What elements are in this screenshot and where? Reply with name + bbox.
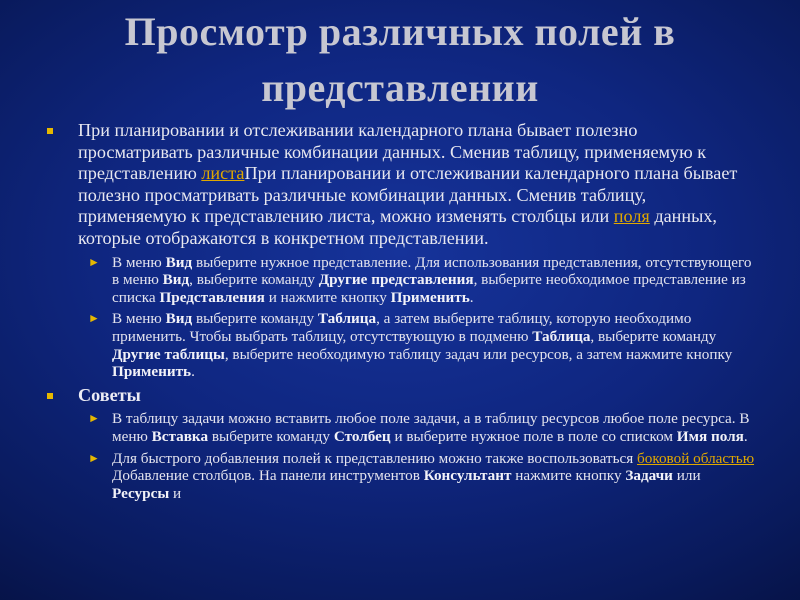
text-segment: Для быстрого добавления полей к представлению можно также воспользоваться xyxy=(112,449,638,467)
tips-heading: Советы xyxy=(78,384,141,405)
sub-bullet-item-side-pane xyxy=(0,450,800,503)
text-segment: выберите нужное представление. Для использования представления, отсутствующего в меню xyxy=(112,253,752,289)
link-side-pane[interactable]: боковой областью xyxy=(637,449,755,467)
submenu-name: Таблица xyxy=(532,327,591,345)
slide-content xyxy=(0,120,800,506)
arrow-bullet-icon: ► xyxy=(88,450,100,465)
button-name: Применить xyxy=(112,363,192,381)
command-name: Другие таблицы xyxy=(112,345,225,363)
text-segment: , выберите команду xyxy=(189,271,319,289)
tips-bullet-item xyxy=(0,385,800,407)
sub-bullet-item-table xyxy=(0,310,800,380)
text-segment: и xyxy=(169,484,182,502)
sub-bullet-item-view-menu xyxy=(0,254,800,307)
arrow-bullet-icon: ► xyxy=(88,311,100,326)
text-segment: При планировании и отслеживании календарного плана бывает полезно просматривать различные комбинации данных. Сменив таблицу, применяемую к представлению xyxy=(78,120,707,184)
button-name: Ресурсы xyxy=(112,484,170,502)
button-name: Применить xyxy=(390,288,470,306)
menu-name: Вид xyxy=(162,271,190,289)
text-segment: выберите команду xyxy=(208,427,334,445)
list-name: Представления xyxy=(159,288,265,306)
arrow-bullet-icon: ► xyxy=(88,411,100,426)
menu-name: Вид xyxy=(165,310,193,328)
menu-name: Вставка xyxy=(151,427,209,445)
field-name: Имя поля xyxy=(676,427,744,445)
text-segment: При планировании и отслеживании календарного плана бывает полезно просматривать различные комбинации данных. Сменив таблицу, применяемую к представлению листа, можно изменять столбцы или xyxy=(78,163,738,227)
text-segment: нажмите кнопку xyxy=(511,467,626,485)
link-sheet[interactable]: листа xyxy=(201,163,245,184)
command-name: Столбец xyxy=(333,427,391,445)
text-segment: . xyxy=(743,427,748,445)
square-bullet-icon xyxy=(47,393,53,399)
toolbar-name: Консультант xyxy=(423,467,512,485)
text-segment: выберите команду xyxy=(192,310,318,328)
square-bullet-icon xyxy=(47,128,53,134)
main-bullet-item xyxy=(0,120,800,250)
text-segment: и нажмите кнопку xyxy=(264,288,391,306)
text-segment: и выберите нужное поле в поле со списком xyxy=(390,427,677,445)
text-segment: . xyxy=(191,363,195,381)
slide-title: Просмотр различных полей в представлении xyxy=(124,9,676,110)
menu-name: Вид xyxy=(165,253,193,271)
button-name: Задачи xyxy=(625,467,673,485)
text-segment: или xyxy=(672,467,701,485)
sub-bullet-item-insert-column xyxy=(0,410,800,445)
text-segment: В меню xyxy=(112,310,166,328)
arrow-bullet-icon: ► xyxy=(88,254,100,269)
command-name: Другие представления xyxy=(318,271,474,289)
text-segment: , выберите необходимую таблицу задач или ресурсов, а затем нажмите кнопку xyxy=(224,345,733,363)
text-segment: , а затем выберите таблицу, которую необходимо применить. Чтобы выбрать таблицу, отсутствующую в подменю xyxy=(112,310,692,345)
text-segment: В меню xyxy=(112,253,166,271)
text-segment: , выберите необходимое представление из списка xyxy=(112,271,746,306)
link-fields[interactable]: поля xyxy=(613,206,650,227)
command-name: Таблица xyxy=(317,310,377,328)
text-segment: Добавление столбцов. На панели инструментов xyxy=(112,467,424,485)
text-segment: , выберите команду xyxy=(590,327,717,345)
text-segment: В таблицу задачи можно вставить любое поле задачи, а в таблицу ресурсов любое поле ресурса. В меню xyxy=(112,410,750,445)
text-segment: данных, которые отображаются в конкретном представлении. xyxy=(78,206,717,248)
text-segment: . xyxy=(469,288,474,306)
